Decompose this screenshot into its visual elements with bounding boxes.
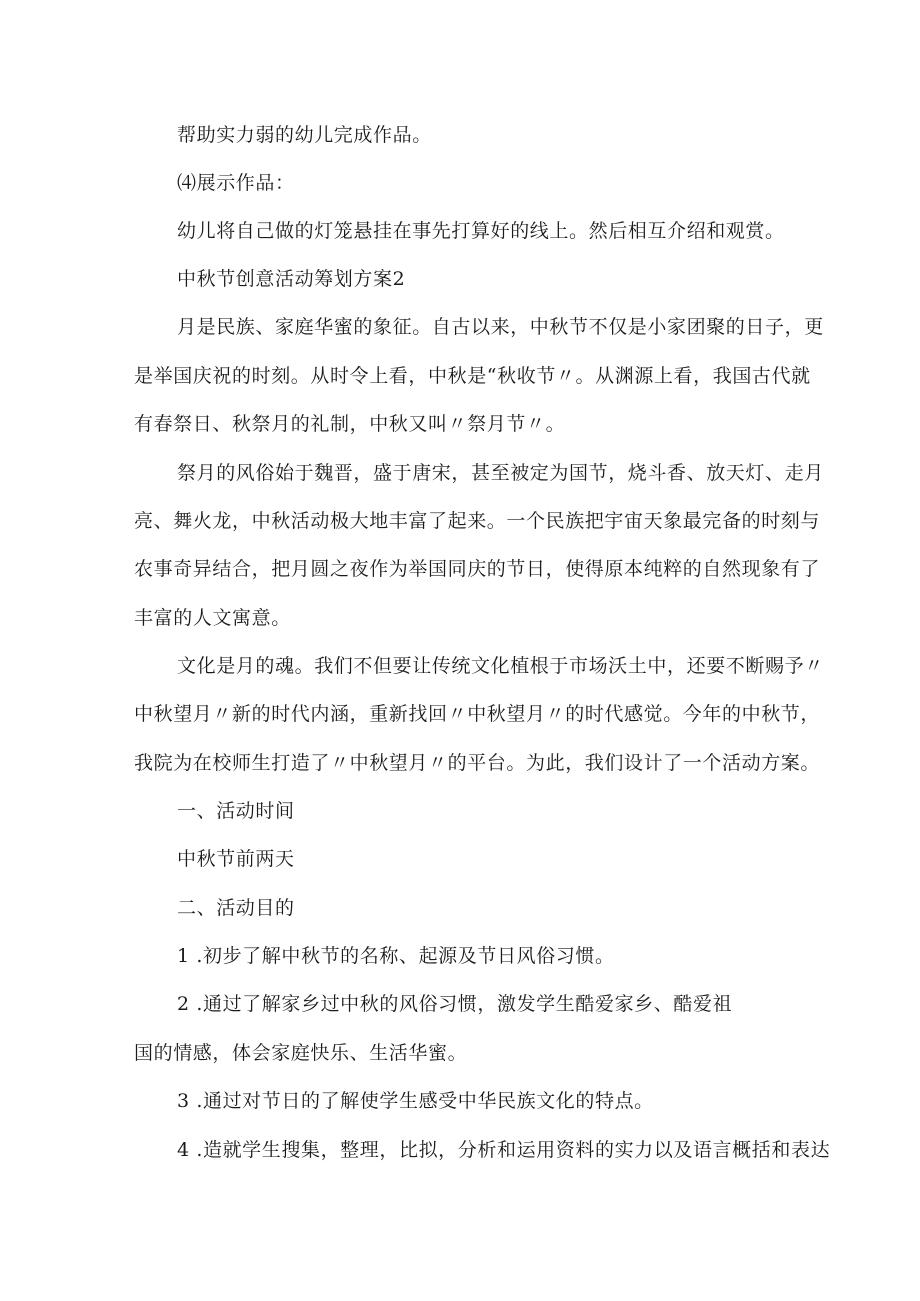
paragraph-line: 农事奇异结合，把月圆之夜作为举国同庆的节日，使得原本纯粹的自然现象有了	[134, 558, 821, 580]
paragraph-line: 祭月的风俗始于魏晋，盛于唐宋，甚至被定为国节，烧斗香、放天灯、走月	[177, 462, 824, 484]
list-item: 3 .通过对节日的了解使学生感受中华民族文化的特点。	[177, 1090, 654, 1112]
list-item: 1 .初步了解中秋节的名称、起源及节日风俗习惯。	[177, 945, 615, 967]
section-heading: 一、活动时间	[177, 800, 295, 822]
paragraph-line: 国的情感，体会家庭快乐、生活华蜜。	[134, 1042, 468, 1064]
paragraph-line: 有春祭日、秋祭月的礼制，中秋又叫〃祭月节〃。	[134, 413, 566, 435]
section-heading: 二、活动目的	[177, 897, 295, 919]
paragraph-line: 是举国庆祝的时刻。从时令上看，中秋是“秋收节〃。从渊源上看，我国古代就	[134, 365, 811, 387]
list-item: 4 .造就学生搜集，整理，比拟，分析和运用资料的实力以及语言概括和表达	[177, 1139, 831, 1161]
paragraph-line: 幼儿将自己做的灯笼悬挂在事先打算好的线上。然后相互介绍和观赏。	[177, 220, 785, 242]
paragraph-line: 亮、舞火龙，中秋活动极大地丰富了起来。一个民族把宇宙天象最完备的时刻与	[134, 510, 821, 532]
paragraph-line: 中秋望月〃新的时代内涵，重新找回〃中秋望月〃的时代感觉。今年的中秋节，	[134, 703, 821, 725]
paragraph-line: 中秋节前两天	[177, 848, 295, 870]
paragraph-line: 我院为在校师生打造了〃中秋望月〃的平台。为此，我们设计了一个活动方案。	[134, 752, 821, 774]
paragraph-line: 丰富的人文寓意。	[134, 607, 291, 629]
paragraph-line: 帮助实力弱的幼儿完成作品。	[177, 124, 432, 146]
paragraph-line: 月是民族、家庭华蜜的象征。自古以来，中秋节不仅是小家团聚的日子，更	[177, 316, 824, 338]
paragraph-line: 文化是月的魂。我们不但要让传统文化植根于市场沃土中，还要不断赐予〃	[177, 655, 824, 677]
list-item: 2 .通过了解家乡过中秋的风俗习惯，激发学生酷爱家乡、酷爱祖	[177, 993, 733, 1015]
step-heading: ⑷展示作品：	[177, 172, 295, 194]
section-title: 中秋节创意活动筹划方案2	[177, 268, 406, 290]
